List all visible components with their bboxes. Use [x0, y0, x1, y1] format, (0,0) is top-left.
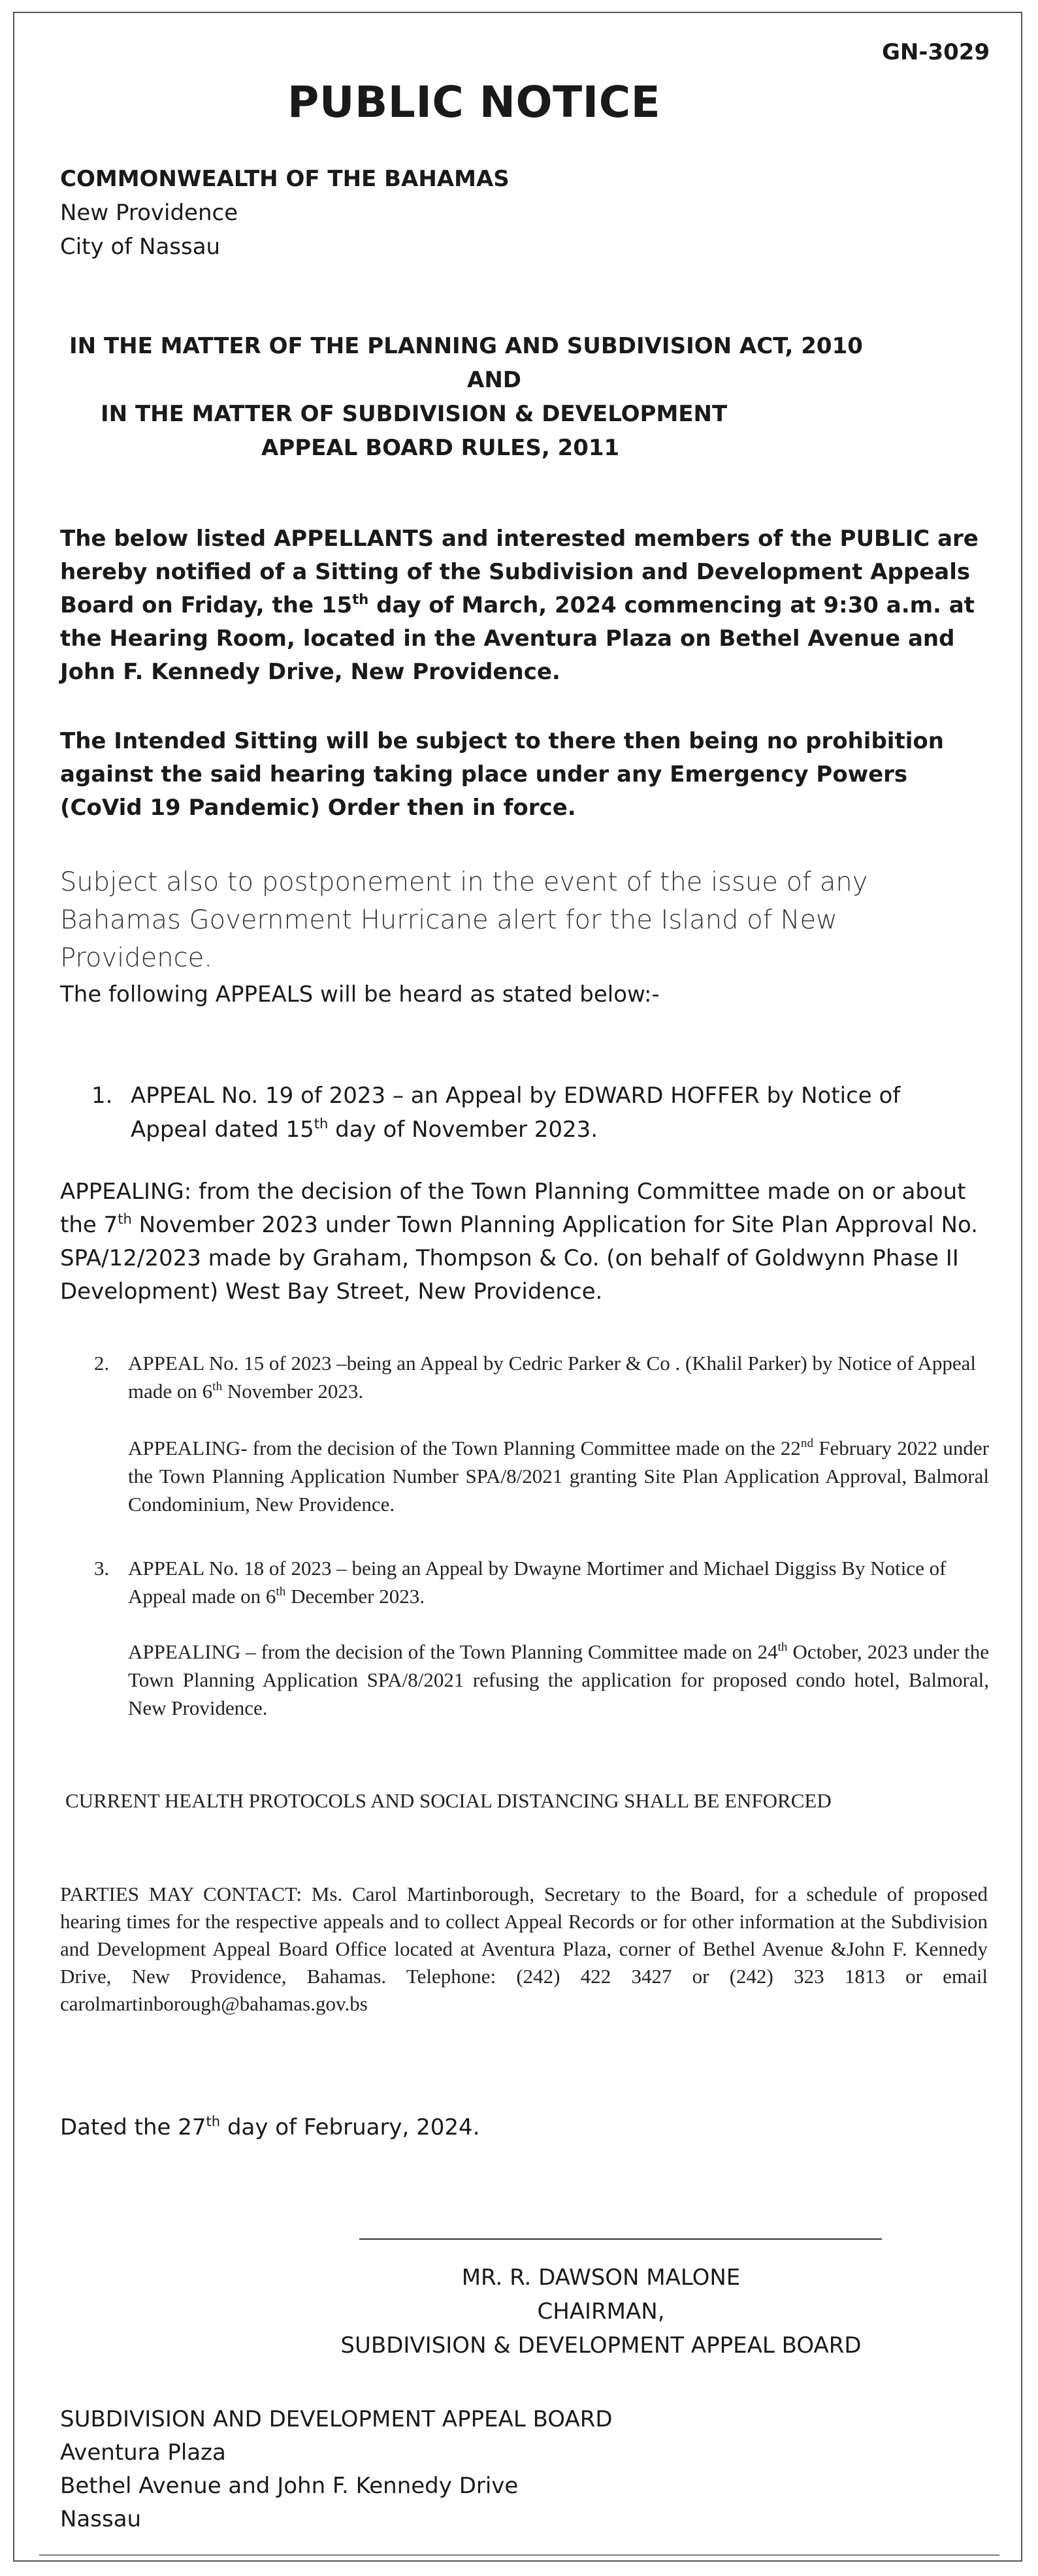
appeal-1-text	[131, 1079, 980, 1147]
appeal-3-text	[128, 1554, 989, 1610]
intro-text-2: day of March, 2024 commencing at 9:30 a.m. at the Hearing Room, located in the Aventura Plaza on Bethel Avenue and John F. Kennedy Drive, New Providence.	[60, 592, 975, 685]
appeal-3	[94, 1554, 989, 1610]
appeal-2-appealing	[128, 1434, 989, 1518]
appeal-1-sup: th	[314, 1115, 329, 1132]
appeal-2-appealing-2: February 2022 under the Town Planning Application Number SPA/8/2021 granting Site Plan Application Approval, Balmoral Condominium, New Providence.	[128, 1437, 989, 1516]
address-city: City of Nassau	[60, 234, 221, 260]
appeal-3-number: 3.	[94, 1557, 110, 1580]
page-title: PUBLIC NOTICE	[287, 77, 661, 127]
board-address	[60, 2403, 613, 2536]
signature-block	[248, 2261, 954, 2362]
dated-sup: th	[206, 2112, 221, 2129]
appeal-1-appealing-2: November 2023 under Town Planning Application for Site Plan Approval No. SPA/12/2023 made by Graham, Thompson & Co. (on behalf of Goldwynn Phase II Development) West Bay Street, New Providence.	[60, 1212, 978, 1305]
address-island: New Providence	[60, 200, 238, 226]
matter-and: AND	[467, 367, 521, 393]
appeal-2-appealing-sup: nd	[800, 1436, 814, 1450]
appeal-3-text-1: APPEAL No. 18 of 2023 – being an Appeal by Dwayne Mortimer and Michael Diggiss By Notice of Appeal made on 6	[128, 1557, 947, 1608]
postponement-note: Subject also to postponement in the event of the issue of any Bahamas Government Hurricane alert for the Island of New Providence.	[60, 867, 868, 973]
appeal-3-appealing	[128, 1638, 989, 1722]
health-notice: CURRENT HEALTH PROTOCOLS AND SOCIAL DISTANCING SHALL BE ENFORCED	[65, 1789, 832, 1812]
matter-rules-line1: IN THE MATTER OF SUBDIVISION & DEVELOPMENT	[101, 401, 728, 427]
intro-text-1: The below listed APPELLANTS and interested members of the PUBLIC are hereby notified of a Sitting of the Subdivision and Development Appeals Board on Friday, the 15	[60, 526, 979, 618]
matter-act: IN THE MATTER OF THE PLANNING AND SUBDIVISION ACT, 2010	[69, 333, 863, 359]
board-street: Bethel Avenue and John F. Kennedy Drive	[60, 2473, 519, 2499]
appeal-2	[94, 1349, 989, 1405]
appeal-2-text-1: APPEAL No. 15 of 2023 –being an Appeal by Cedric Parker & Co . (Khalil Parker) by Notice of Appeal made on 6	[128, 1352, 977, 1403]
appeal-2-text	[128, 1349, 989, 1405]
dated-line	[60, 2114, 480, 2140]
appeal-3-text-2: December 2023.	[285, 1585, 425, 1608]
appeal-1-text-1: APPEAL No. 19 of 2023 – an Appeal by EDWARD HOFFER by Notice of Appeal dated 15	[131, 1083, 901, 1143]
signatory-role: CHAIRMAN,	[537, 2298, 665, 2325]
intro-sup: th	[352, 590, 369, 607]
appeal-3-appealing-sup: th	[777, 1640, 788, 1654]
sitting-condition: The Intended Sitting will be subject to there then being no prohibition against the said hearing taking place under any Emergency Powers (CoVid 19 Pandemic) Order then in force.	[60, 728, 944, 821]
parties-contact: PARTIES MAY CONTACT: Ms. Carol Martinborough, Secretary to the Board, for a schedule of proposed hearing times for the respective appeals and to collect Appeal Records or for other information at the Subdivision and Development Appeal Board Office located at Aventura Plaza, corner of Bethel Avenue &John F. Kennedy Drive, New Providence, Bahamas. Telephone: (242) 422 3427 or (242) 323 1813 or email carolmartinborough@bahamas.gov.bs	[60, 1883, 988, 2015]
appeal-2-sup: th	[212, 1379, 223, 1393]
appeal-2-text-2: November 2023.	[222, 1380, 364, 1403]
appeal-1-appealing-1: APPEALING: from the decision of the Town Planning Committee made on or about the 7	[60, 1179, 966, 1238]
appeal-1-text-2: day of November 2023.	[328, 1117, 598, 1143]
signatory-org: SUBDIVISION & DEVELOPMENT APPEAL BOARD	[340, 2332, 862, 2359]
board-plaza: Aventura Plaza	[60, 2440, 226, 2466]
dated-text-2: day of February, 2024.	[220, 2114, 480, 2140]
matter-rules-line2: APPEAL BOARD RULES, 2011	[261, 435, 620, 461]
address-block	[60, 162, 510, 264]
matter-heading	[39, 329, 1019, 465]
appeals-heading: The following APPEALS will be heard as stated below:-	[60, 981, 660, 1008]
bottom-rule	[39, 2554, 999, 2556]
appeal-1-appealing-sup: th	[118, 1210, 132, 1227]
intro-paragraph	[60, 522, 988, 689]
appeal-2-appealing-1: APPEALING- from the decision of the Town Planning Committee made on the 22	[128, 1437, 801, 1459]
appeal-3-sup: th	[276, 1584, 286, 1598]
appeal-1-appealing	[60, 1175, 988, 1309]
signature-line	[359, 2238, 882, 2240]
appeal-3-appealing-2: October, 2023 under the Town Planning Application SPA/8/2021 refusing the application for proposed condo hotel, Balmoral, New Providence.	[128, 1640, 990, 1719]
appeal-3-appealing-1: APPEALING – from the decision of the Town Planning Committee made on 24	[128, 1640, 778, 1663]
board-city: Nassau	[60, 2506, 142, 2532]
dated-text-1: Dated the 27	[60, 2114, 206, 2140]
address-country: COMMONWEALTH OF THE BAHAMAS	[60, 166, 510, 192]
appeal-1-number: 1.	[91, 1083, 113, 1109]
notice-code: GN-3029	[882, 39, 990, 65]
signatory-name: MR. R. DAWSON MALONE	[461, 2265, 741, 2291]
appeal-1	[91, 1079, 980, 1147]
board-name: SUBDIVISION AND DEVELOPMENT APPEAL BOARD	[60, 2406, 613, 2432]
appeal-2-number: 2.	[94, 1352, 110, 1375]
